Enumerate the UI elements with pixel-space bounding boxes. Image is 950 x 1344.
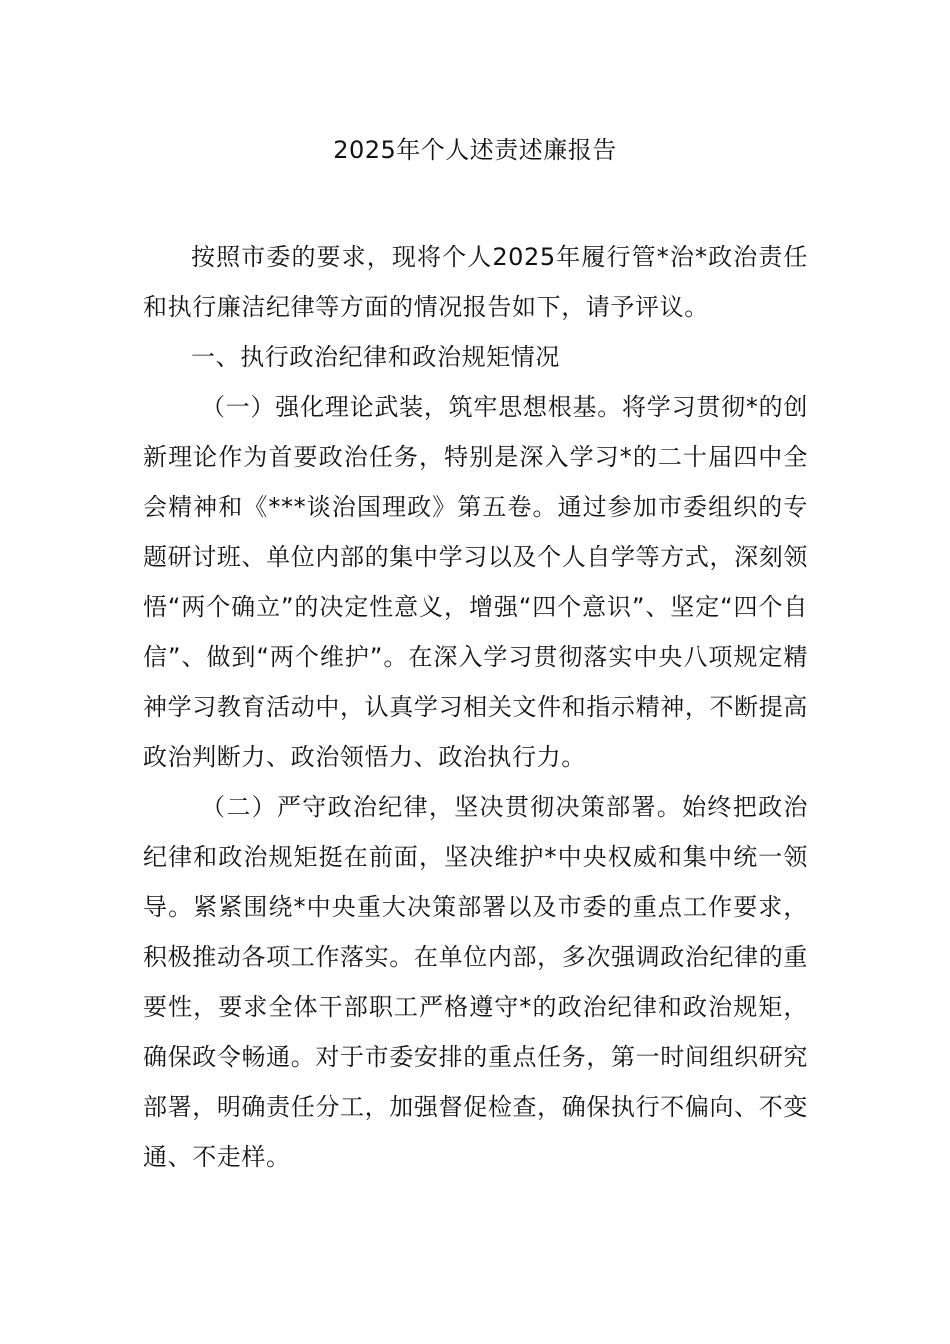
section-heading: 一、执行政治纪律和政治规矩情况: [191, 343, 560, 371]
document-body: [143, 232, 808, 1182]
document-title: 2025年个人述责述廉报告: [333, 136, 617, 164]
subsection-1-paragraph: （一）强化理论武装，筑牢思想根基。将学习贯彻*的创新理论作为首要政治任务，特别是深入学习*的二十届四中全会精神和《***谈治国理政》第五卷。通过参加市委组织的专题研讨班、单位内部的集中学习以及个人自学等方式，深刻领悟“两个确立”的决定性意义，增强“四个意识”、坚定“四个自信”、做到“两个维护”。在深入学习贯彻落实中央八项规定精神学习教育活动中，认真学习相关文件和指示精神，不断提高政治判断力、政治领悟力、政治执行力。: [143, 393, 808, 771]
intro-paragraph: 按照市委的要求，现将个人2025年履行管*治*政治责任和执行廉洁纪律等方面的情况报告如下，请予评议。: [143, 243, 808, 321]
subsection-2-paragraph: （二）严守政治纪律，坚决贯彻决策部署。始终把政治纪律和政治规矩挺在前面，坚决维护*中央权威和集中统一领导。紧紧围绕*中央重大决策部署以及市委的重点工作要求，积极推动各项工作落实。在单位内部，多次强调政治纪律的重要性，要求全体干部职工严格遵守*的政治纪律和政治规矩，确保政令畅通。对于市委安排的重点任务，第一时间组织研究部署，明确责任分工，加强督促检查，确保执行不偏向、不变通、不走样。: [143, 793, 808, 1171]
